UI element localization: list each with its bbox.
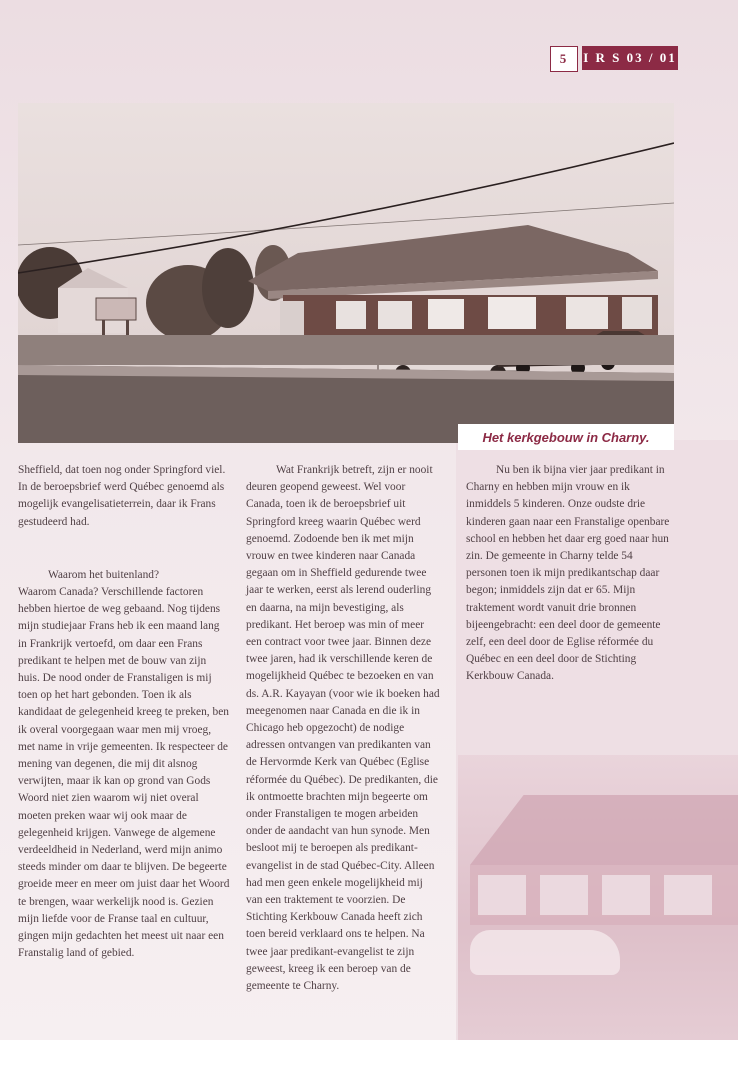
issue-label: I R S 03 / 01 <box>582 46 678 70</box>
faded-photo-window <box>540 875 588 915</box>
section-question: Waarom het buitenland? <box>48 568 160 581</box>
paragraph: Nu ben ik bijna vier jaar predikant in Charny en hebben mijn vrouw en ik inmiddels 5 kinderen. Onze oudste drie kinderen gaan naar een Franstalige openbare school en hebben het daar erg goed naar hun zin. De gemeente in Charny telde 54 personen toen ik mijn predikantschap daar begon; inmiddels zijn dat er 65. Mijn traktement wordt vanuit drie bronnen bijeengebracht: een deel door de gemeente zelf, een deel door de Eglise réformée du Québec en een deel door de Stichting Kerkbouw Canada. <box>466 464 670 683</box>
photo-caption: Het kerkgebouw in Charny. <box>458 424 674 450</box>
paragraph: Sheffield, dat toen nog onder Springford viel. In de beroepsbrief werd Québec genoemd als mogelijk evangelisatieterrein, daar ik Frans gestudeerd had. <box>18 464 226 528</box>
faded-photo-car <box>470 930 620 975</box>
faded-photo-window <box>664 875 712 915</box>
page-number: 5 <box>550 46 578 72</box>
paragraph: Wat Frankrijk betreft, zijn er nooit deuren geopend geweest. Wel voor Canada, toen ik de beroepsbrief uit Springford kreeg waarin Québec werd genoemd. Zodoende ben ik met mijn vrouw en twee kinderen naar Canada gegaan om in Sheffield gedurende twee jaar te werken, eerst als lerend ouderling en daarna, na mijn bevestiging, als predikant. Het beroep was min of meer een contract voor twee jaar. Binnen deze twee jaren, had ik verschillende keren de mogelijkheid Québec te bezoeken en van ds. A.R. Kayayan (voor wie ik boeken had meegenomen naar Canada en die ik in Chicago heb opgezocht) de nodige adressen ontvangen van predikanten van de Hervormde Kerk van Québec (Eglise réformée du Québec). De predikanten, die ik ontmoette brachten mijn begeerte om onder Franstaligen te mogen arbeiden onder de aandacht van hun synode. Men besloot mij te beroepen als predikant-evangelist in de stad Québec-City. Alleen had men geen enkele mogelijkheid mij van een traktement te voorzien. De Stichting Kerkbouw Canada heeft zich toen bereid verklaard ons te helpen. Na twee jaar predikant-evangelist te zijn geweest, kreeg ik een beroep van de gemeente te Charny. <box>246 464 440 993</box>
church-photo <box>18 103 674 443</box>
article-column-2 <box>246 462 442 1013</box>
paragraph: Waarom Canada? Verschillende factoren hebben hiertoe de weg gebaand. Nog tijdens mijn studiejaar Frans heb ik een maand lang in Frankrijk vertoefd, om daar een Frans predikant te helpen met de bouw van zijn huis. De nood onder de Franstaligen is mij toen op het hart gebonden. Toen ik als kandidaat de gelegenheid kreeg te preken, ben ik overal voorgegaan waar men mij vroeg, met name in vrije gemeenten. Ik respecteer de mening van degenen, die mij dit alsnog verwijten, maar ik kan op grond van Gods Woord niet zien waarom wij niet overal moeten preken waar wij ook maar de gelegenheid krijgen. Vanwege de algemene verdeeldheid in Nederland, werd mijn animo steeds minder om daar te blijven. De begeerte groeide meer en meer om juist daar het Woord te brengen, waar werkelijk nood is. Gezien mijn liefde voor de Franse taal en cultuur, gingen mijn gedachten het meest uit naar een Franstalig land of gebied. <box>18 586 230 960</box>
faded-photo-window <box>602 875 650 915</box>
church-photo-illustration <box>18 103 674 443</box>
faded-photo-window <box>478 875 526 915</box>
article-column-1 <box>18 462 230 980</box>
article-column-3 <box>466 462 674 704</box>
page-bottom-margin <box>0 1040 738 1068</box>
issue-header <box>550 46 678 70</box>
